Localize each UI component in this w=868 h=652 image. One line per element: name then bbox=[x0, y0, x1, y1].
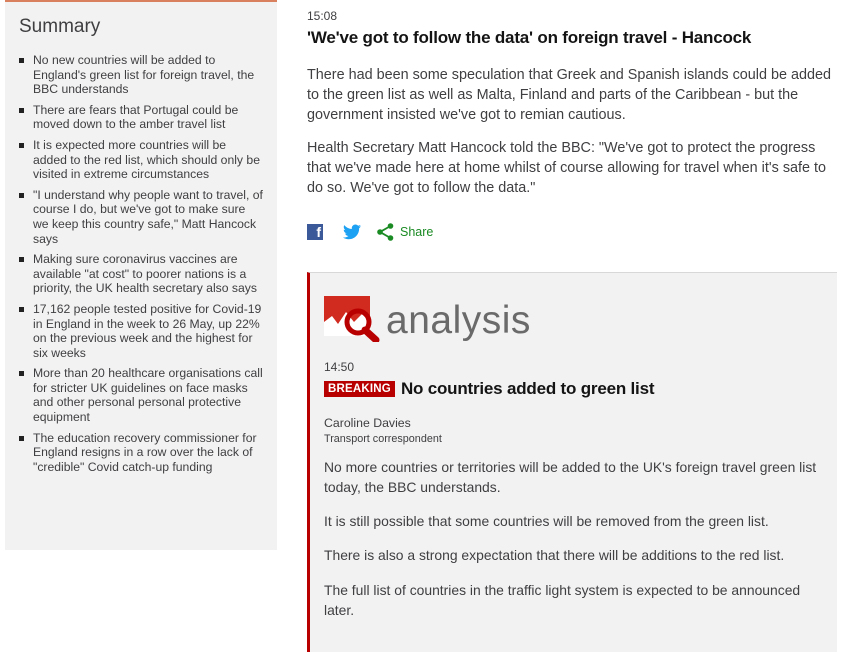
analysis-logo-icon bbox=[324, 296, 380, 342]
summary-item: The education recovery commissioner for England resigns in a row over the lack of "credible" Covid catch-up funding bbox=[19, 431, 263, 475]
summary-item: Making sure coronavirus vaccines are available "at cost" to poorer nations is a priority, the UK health secretary also says bbox=[19, 252, 263, 296]
twitter-icon[interactable] bbox=[343, 224, 361, 240]
summary-item: 17,162 people tested positive for Covid-19 in England in the week to 26 May, up 22% on the previous week and the highest for six weeks bbox=[19, 302, 263, 360]
post-headline[interactable]: No countries added to green list bbox=[400, 379, 655, 398]
post-time: 14:50 bbox=[324, 360, 355, 374]
author-name: Caroline Davies bbox=[324, 416, 411, 430]
bullet-icon bbox=[19, 108, 24, 113]
summary-item: It is expected more countries will be added to the red list, which should only be visited in extreme circumstances bbox=[19, 138, 263, 182]
analysis-brand: analysis bbox=[386, 299, 531, 342]
bullet-icon bbox=[19, 193, 24, 198]
summary-panel bbox=[5, 0, 277, 550]
share-tools bbox=[307, 222, 433, 242]
analysis-post bbox=[307, 272, 837, 652]
bullet-icon bbox=[19, 58, 24, 63]
post-paragraph: There had been some speculation that Greek and Spanish islands could be added to the green list as well as Malta, Finland and parts of the Caribbean - but the government insisted we've got to remian cautious. bbox=[307, 67, 832, 123]
author-role: Transport correspondent bbox=[324, 433, 442, 445]
post-headline[interactable]: 'We've got to follow the data' on foreign travel - Hancock bbox=[307, 28, 752, 47]
facebook-icon[interactable]: f bbox=[307, 224, 323, 240]
share-icon bbox=[377, 223, 394, 241]
summary-item: More than 20 healthcare organisations call for stricter UK guidelines on face masks and other personal personal protective equipment bbox=[19, 366, 263, 424]
summary-item: "I understand why people want to travel, of course I do, but we've got to make sure we keep this country safe," Matt Hancock says bbox=[19, 188, 263, 246]
breaking-badge: BREAKING bbox=[324, 381, 395, 397]
summary-item: No new countries will be added to England's green list for foreign travel, the BBC understands bbox=[19, 53, 263, 97]
summary-title: Summary bbox=[19, 16, 101, 37]
bullet-icon bbox=[19, 257, 24, 262]
bullet-icon bbox=[19, 371, 24, 376]
post-paragraph: It is still possible that some countries will be removed from the green list. bbox=[324, 513, 769, 529]
share-button[interactable] bbox=[377, 223, 433, 241]
post-paragraph: There is also a strong expectation that there will be additions to the red list. bbox=[324, 547, 785, 563]
post-paragraph: No more countries or territories will be added to the UK's foreign travel green list today, the BBC understands. bbox=[324, 459, 817, 495]
bullet-icon bbox=[19, 436, 24, 441]
bullet-icon bbox=[19, 307, 24, 312]
post-headline-row bbox=[324, 379, 654, 399]
post-time: 15:08 bbox=[307, 9, 338, 23]
summary-list bbox=[19, 53, 263, 474]
summary-item: There are fears that Portugal could be moved down to the amber travel list bbox=[19, 103, 263, 132]
post-paragraph: Health Secretary Matt Hancock told the BBC: "We've got to protect the progress that we've made here at home whilst of course allowing for travel when it's safe to do so. We've got to follow the data." bbox=[307, 140, 827, 196]
bullet-icon bbox=[19, 143, 24, 148]
share-label: Share bbox=[400, 225, 434, 239]
post-paragraph: The full list of countries in the traffic light system is expected to be announced later. bbox=[324, 582, 801, 618]
